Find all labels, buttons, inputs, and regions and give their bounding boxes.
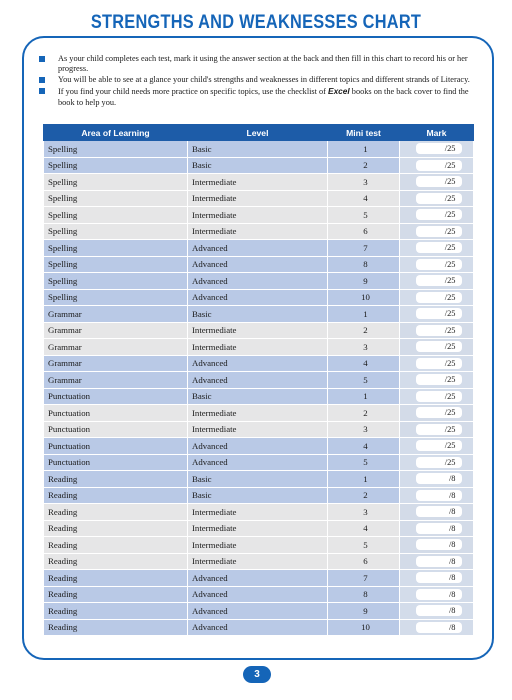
area-cell: Reading (44, 619, 188, 636)
level-cell: Advanced (188, 256, 328, 273)
mark-entry-box[interactable]: /25 (416, 226, 462, 237)
area-cell: Grammar (44, 306, 188, 323)
mini-test-cell: 3 (328, 421, 400, 438)
level-cell: Advanced (188, 586, 328, 603)
column-header-mark: Mark (400, 125, 474, 141)
mini-test-cell: 10 (328, 289, 400, 306)
area-cell: Spelling (44, 190, 188, 207)
level-cell: Basic (188, 487, 328, 504)
mark-cell (400, 471, 474, 488)
area-cell: Punctuation (44, 438, 188, 455)
mark-entry-box[interactable]: /8 (416, 622, 462, 633)
mark-entry-box[interactable]: /25 (416, 424, 462, 435)
instruction-text: You will be able to see at a glance your child's strengths and weaknesses in different topics and different strands of Literacy. (58, 75, 470, 85)
mark-cell (400, 256, 474, 273)
mini-test-cell: 6 (328, 553, 400, 570)
mark-cell (400, 141, 474, 158)
mark-entry-box[interactable]: /25 (416, 292, 462, 303)
mark-cell (400, 603, 474, 620)
table-body (44, 141, 474, 636)
table-row (44, 289, 474, 306)
table-header-row (44, 125, 474, 141)
area-cell: Spelling (44, 207, 188, 224)
mark-cell (400, 273, 474, 290)
table-row (44, 619, 474, 636)
mark-entry-box[interactable]: /25 (416, 209, 462, 220)
table-row (44, 438, 474, 455)
mark-entry-box[interactable]: /25 (416, 374, 462, 385)
mini-test-cell: 1 (328, 306, 400, 323)
level-cell: Advanced (188, 273, 328, 290)
mark-entry-box[interactable]: /8 (416, 473, 462, 484)
level-cell: Advanced (188, 570, 328, 587)
table-row (44, 553, 474, 570)
area-cell: Grammar (44, 322, 188, 339)
mark-cell (400, 174, 474, 191)
area-cell: Reading (44, 553, 188, 570)
mark-cell (400, 454, 474, 471)
area-cell: Punctuation (44, 405, 188, 422)
table-row (44, 157, 474, 174)
level-cell: Advanced (188, 438, 328, 455)
area-cell: Reading (44, 603, 188, 620)
area-cell: Spelling (44, 141, 188, 158)
column-header-level: Level (188, 125, 328, 141)
mark-entry-box[interactable]: /25 (416, 143, 462, 154)
table-row (44, 322, 474, 339)
instruction-text-end: books on the back cover to find the book to help you. (58, 87, 469, 107)
area-cell: Reading (44, 487, 188, 504)
level-cell: Advanced (188, 619, 328, 636)
level-cell: Intermediate (188, 405, 328, 422)
mark-entry-box[interactable]: /8 (416, 523, 462, 534)
area-cell: Spelling (44, 256, 188, 273)
mark-cell (400, 190, 474, 207)
mark-cell (400, 372, 474, 389)
table-row (44, 240, 474, 257)
mark-entry-box[interactable]: /8 (416, 556, 462, 567)
level-cell: Advanced (188, 289, 328, 306)
table-row (44, 405, 474, 422)
mark-cell (400, 405, 474, 422)
level-cell: Intermediate (188, 520, 328, 537)
level-cell: Intermediate (188, 339, 328, 356)
table-row (44, 207, 474, 224)
mark-cell (400, 487, 474, 504)
area-cell: Punctuation (44, 454, 188, 471)
mini-test-cell: 3 (328, 174, 400, 191)
table-row (44, 388, 474, 405)
mark-entry-box[interactable]: /25 (416, 160, 462, 171)
mini-test-cell: 9 (328, 603, 400, 620)
mark-entry-box[interactable]: /25 (416, 391, 462, 402)
area-cell: Spelling (44, 157, 188, 174)
table-row (44, 273, 474, 290)
table-row (44, 223, 474, 240)
mini-test-cell: 2 (328, 322, 400, 339)
area-cell: Punctuation (44, 421, 188, 438)
table-row (44, 372, 474, 389)
mark-entry-box[interactable]: /8 (416, 539, 462, 550)
mark-cell (400, 322, 474, 339)
progress-chart-table (43, 124, 474, 636)
mark-cell (400, 207, 474, 224)
table-row (44, 586, 474, 603)
area-cell: Reading (44, 537, 188, 554)
mini-test-cell: 1 (328, 141, 400, 158)
mark-entry-box[interactable]: /25 (416, 259, 462, 270)
mark-cell (400, 306, 474, 323)
level-cell: Basic (188, 471, 328, 488)
column-header-mini-test: Mini test (328, 125, 400, 141)
area-cell: Reading (44, 520, 188, 537)
mini-test-cell: 4 (328, 190, 400, 207)
mini-test-cell: 8 (328, 586, 400, 603)
level-cell: Intermediate (188, 174, 328, 191)
table-row (44, 355, 474, 372)
area-cell: Reading (44, 570, 188, 587)
column-header-area: Area of Learning (44, 125, 188, 141)
mini-test-cell: 5 (328, 454, 400, 471)
mark-cell (400, 438, 474, 455)
mark-cell (400, 520, 474, 537)
table-row (44, 174, 474, 191)
mini-test-cell: 7 (328, 240, 400, 257)
level-cell: Advanced (188, 355, 328, 372)
table-row (44, 306, 474, 323)
excel-brand-text: Excel (328, 86, 350, 97)
level-cell: Intermediate (188, 207, 328, 224)
mark-cell (400, 553, 474, 570)
mark-cell (400, 388, 474, 405)
mini-test-cell: 10 (328, 619, 400, 636)
mark-cell (400, 157, 474, 174)
mark-cell (400, 504, 474, 521)
mark-entry-box[interactable]: /25 (416, 457, 462, 468)
area-cell: Spelling (44, 174, 188, 191)
area-cell: Spelling (44, 289, 188, 306)
table-row (44, 256, 474, 273)
area-cell: Spelling (44, 273, 188, 290)
mark-entry-box[interactable]: /25 (416, 358, 462, 369)
level-cell: Basic (188, 141, 328, 158)
mini-test-cell: 4 (328, 520, 400, 537)
mini-test-cell: 1 (328, 471, 400, 488)
mini-test-cell: 1 (328, 388, 400, 405)
mark-entry-box[interactable]: /25 (416, 341, 462, 352)
square-bullet-icon (39, 88, 45, 94)
area-cell: Reading (44, 471, 188, 488)
square-bullet-icon (39, 77, 45, 83)
mark-cell (400, 355, 474, 372)
mark-cell (400, 537, 474, 554)
table-row (44, 537, 474, 554)
level-cell: Intermediate (188, 504, 328, 521)
mark-entry-box[interactable]: /8 (416, 605, 462, 616)
mark-entry-box[interactable]: /25 (416, 325, 462, 336)
level-cell: Intermediate (188, 223, 328, 240)
mini-test-cell: 5 (328, 537, 400, 554)
instructions (38, 54, 478, 109)
table-row (44, 141, 474, 158)
mark-cell (400, 421, 474, 438)
mini-test-cell: 9 (328, 273, 400, 290)
level-cell: Basic (188, 388, 328, 405)
mark-cell (400, 223, 474, 240)
area-cell: Spelling (44, 223, 188, 240)
mark-entry-box[interactable]: /8 (416, 572, 462, 583)
level-cell: Advanced (188, 454, 328, 471)
mark-entry-box[interactable]: /8 (416, 490, 462, 501)
table-row (44, 339, 474, 356)
mini-test-cell: 2 (328, 487, 400, 504)
mini-test-cell: 6 (328, 223, 400, 240)
mark-cell (400, 586, 474, 603)
mark-entry-box[interactable]: /25 (416, 193, 462, 204)
mark-entry-box[interactable]: /25 (416, 176, 462, 187)
mark-entry-box[interactable]: /25 (416, 407, 462, 418)
instruction-item (38, 86, 478, 108)
level-cell: Intermediate (188, 190, 328, 207)
mark-cell (400, 289, 474, 306)
table-row (44, 603, 474, 620)
table-row (44, 504, 474, 521)
mark-entry-box[interactable]: /25 (416, 275, 462, 286)
mini-test-cell: 5 (328, 207, 400, 224)
mark-entry-box[interactable]: /8 (416, 506, 462, 517)
mark-cell (400, 240, 474, 257)
mark-cell (400, 339, 474, 356)
mini-test-cell: 3 (328, 339, 400, 356)
instruction-text-start: If you find your child needs more practice on specific topics, use the checklist of (58, 87, 329, 97)
page-number-badge: 3 (243, 666, 271, 683)
level-cell: Advanced (188, 372, 328, 389)
table-row (44, 471, 474, 488)
mark-entry-box[interactable]: /25 (416, 440, 462, 451)
area-cell: Punctuation (44, 388, 188, 405)
mark-cell (400, 619, 474, 636)
instruction-text: As your child completes each test, mark it using the answer section at the back and then fill in this chart to record his or her progress. (58, 54, 468, 74)
area-cell: Spelling (44, 240, 188, 257)
level-cell: Intermediate (188, 421, 328, 438)
table-row (44, 570, 474, 587)
mini-test-cell: 2 (328, 405, 400, 422)
mini-test-cell: 3 (328, 504, 400, 521)
area-cell: Reading (44, 586, 188, 603)
area-cell: Reading (44, 504, 188, 521)
instruction-item (38, 54, 478, 75)
table-row (44, 421, 474, 438)
area-cell: Grammar (44, 355, 188, 372)
table-row (44, 487, 474, 504)
mark-cell (400, 570, 474, 587)
level-cell: Basic (188, 157, 328, 174)
mini-test-cell: 8 (328, 256, 400, 273)
mini-test-cell: 7 (328, 570, 400, 587)
level-cell: Basic (188, 306, 328, 323)
mark-entry-box[interactable]: /8 (416, 589, 462, 600)
level-cell: Advanced (188, 240, 328, 257)
mini-test-cell: 4 (328, 438, 400, 455)
mark-entry-box[interactable]: /25 (416, 308, 462, 319)
level-cell: Intermediate (188, 537, 328, 554)
table-row (44, 190, 474, 207)
mini-test-cell: 5 (328, 372, 400, 389)
mini-test-cell: 4 (328, 355, 400, 372)
area-cell: Grammar (44, 339, 188, 356)
instruction-item (38, 75, 478, 85)
page-title: STRENGTHS AND WEAKNESSES CHART (90, 12, 422, 33)
level-cell: Intermediate (188, 322, 328, 339)
level-cell: Intermediate (188, 553, 328, 570)
square-bullet-icon (39, 56, 45, 62)
mark-entry-box[interactable]: /25 (416, 242, 462, 253)
mini-test-cell: 2 (328, 157, 400, 174)
table-row (44, 520, 474, 537)
area-cell: Grammar (44, 372, 188, 389)
table-row (44, 454, 474, 471)
level-cell: Advanced (188, 603, 328, 620)
